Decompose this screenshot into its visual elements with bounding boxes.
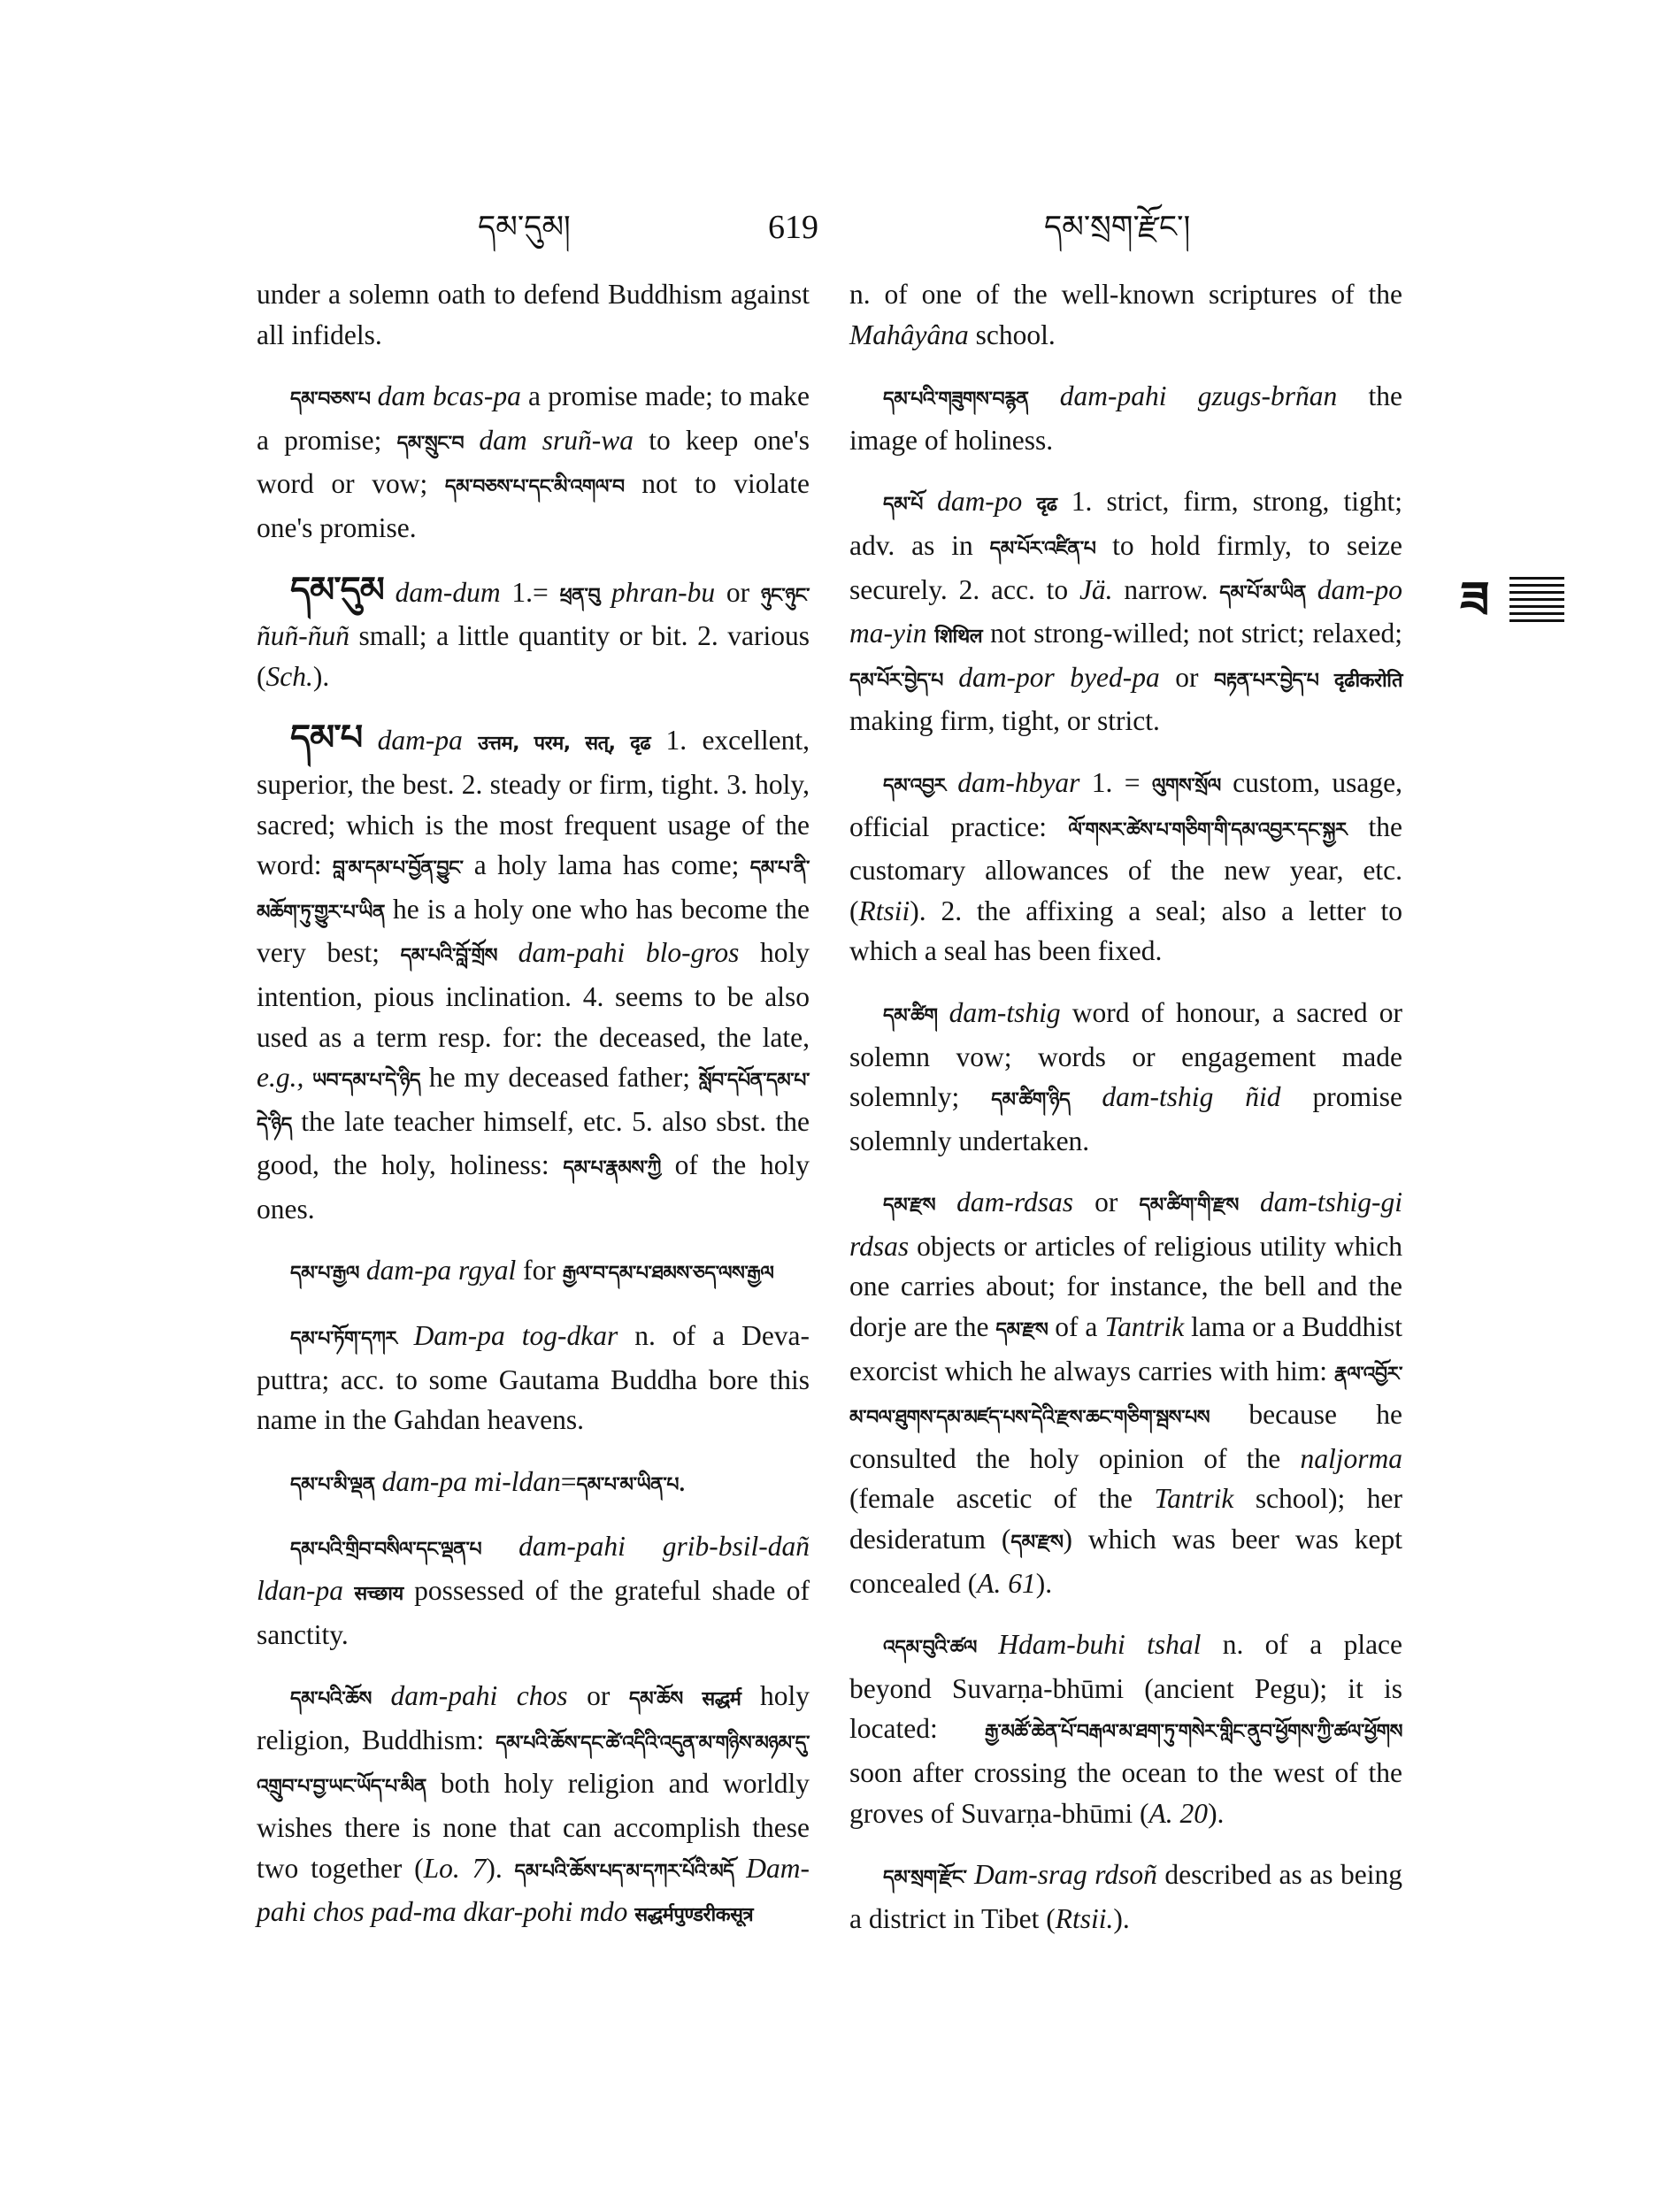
entry-text: word of honour, a sacred or solemn vow; words or engagement made solemnly; xyxy=(849,996,1403,1113)
entry-text: to hold firmly, to seize securely. 2. acc. to xyxy=(849,529,1402,605)
entry-text: a holy lama has come; xyxy=(463,849,750,881)
header-right-headword: དམ་སྲག་རྫོང་། xyxy=(1044,210,1191,245)
transliteration: dam-tshig xyxy=(949,996,1061,1028)
transliteration: Dam-srag rdsoñ xyxy=(973,1859,1157,1891)
entry-dam-tshig xyxy=(849,993,1402,1161)
entry-continuation xyxy=(257,274,810,355)
tibetan-phrase: དམ་སྲུང་བ xyxy=(396,431,465,455)
entry-text: a promise made; to make a promise; xyxy=(257,380,810,456)
entry-text: of the holy ones. xyxy=(257,1149,810,1225)
tibetan-headword: དམ་འབྱར xyxy=(883,773,946,797)
tibetan-headword: དམ་བཅས་པ xyxy=(290,388,371,411)
entry-text: ). xyxy=(312,660,330,692)
transliteration: dam-po ma-yin xyxy=(849,573,1402,649)
entry-text: or xyxy=(567,1680,629,1712)
entry-text: he is a holy one who has become the very best; xyxy=(257,893,810,969)
transliteration: naljorma xyxy=(1300,1442,1402,1474)
tibetan-phrase: དམ་པོར་བྱེད་པ xyxy=(849,668,943,692)
entry-dam-pahi-gzugs-brnan xyxy=(849,376,1402,460)
entry-text: (female ascetic of the xyxy=(849,1483,1155,1515)
transliteration: dam-pa rgyal xyxy=(365,1255,517,1286)
tibetan-phrase: ལོ་གསར་ཚེས་པ་གཅིག་གི་དམ་འབྱར་དང་སྐྱར xyxy=(1068,818,1348,841)
tibetan-headword: དམ་པའི་གཟུགས་བརྙན xyxy=(883,388,1029,411)
transliteration: dam-rdsas xyxy=(956,1187,1074,1218)
tibetan-phrase: དམ་པ་ནི་མཆོག་ཏུ་གྱུར་པ་ཡིན xyxy=(257,856,810,924)
sanskrit-equivalent: सच्छाय xyxy=(354,1583,403,1606)
entry-text: ). 2. the affixing a seal; also a letter to which a seal has been fixed. xyxy=(849,895,1402,967)
sanskrit-equivalent: दृढ xyxy=(1036,494,1057,517)
entry-dam-pahi-chos xyxy=(257,1676,810,1936)
entry-text: to keep one's word or vow; xyxy=(257,424,810,500)
entry-dam-pa xyxy=(257,718,810,1229)
entry-text: 1. strict, firm, strong, tight; adv. as in xyxy=(849,486,1403,561)
entry-text: both holy religion and worldly wishes there is none that can accomplish these two together ( xyxy=(257,1768,810,1884)
tibetan-headword: དམ་སྲག་རྫོང་ xyxy=(883,1866,967,1890)
tibetan-phrase: དམ་རྫས xyxy=(995,1318,1048,1342)
tibetan-headword: དམ་པ་མི་ལྡན xyxy=(290,1472,375,1496)
header-left-headword: དམ་དུམ། xyxy=(478,210,571,245)
entry-text: ). xyxy=(1035,1567,1053,1599)
abbreviation: e.g., xyxy=(257,1062,304,1094)
entry-text: school); her desideratum ( xyxy=(849,1483,1402,1555)
entry-text: of a xyxy=(1048,1311,1105,1343)
transliteration: Tantrik xyxy=(1154,1483,1234,1515)
source-reference: A. 20 xyxy=(1148,1797,1209,1829)
sanskrit-equivalent: शिथिल xyxy=(934,626,983,649)
entry-continuation xyxy=(849,274,1402,355)
entry-text: ). xyxy=(1113,1902,1130,1934)
source-reference: A. 61 xyxy=(977,1567,1036,1599)
tibetan-headword: དམ་པའི་གྲིབ་བསིལ་དང་ལྡན་པ xyxy=(290,1538,482,1562)
entry-text: under a solemn oath to defend Buddhism against all infidels. xyxy=(257,279,810,350)
tibetan-phrase: ཉུང་ཉུང་ xyxy=(760,583,810,607)
transliteration: Tantrik xyxy=(1104,1311,1185,1343)
entry-text: 1.= xyxy=(500,576,560,608)
entry-text: objects or articles of religious utility which one carries about; for instance, the bell and the dorje are the xyxy=(849,1230,1402,1343)
transliteration: dam-dum xyxy=(395,576,501,608)
tibetan-phrase: དམ་ཆོས xyxy=(628,1687,683,1711)
entry-hdam-buhi-tshal xyxy=(849,1624,1402,1833)
sanskrit-equivalent: दृढीकरोति xyxy=(1333,669,1402,692)
page-number: 619 xyxy=(768,209,818,246)
entry-text: or xyxy=(1073,1187,1140,1218)
entry-text: because he consulted the holy opinion of the xyxy=(849,1399,1402,1474)
source-reference: Jä. xyxy=(1079,573,1113,605)
entry-text: = xyxy=(560,1465,577,1497)
entry-text: school. xyxy=(968,319,1056,350)
entry-text: the late teacher himself, etc. 5. also sbst. the good, the holy, holiness: xyxy=(257,1105,810,1181)
tibetan-headword: འདམ་བུའི་ཚལ xyxy=(883,1636,977,1660)
transliteration: dam-tshig-gi rdsas xyxy=(849,1187,1403,1262)
transliteration: dam bcas-pa xyxy=(377,380,521,412)
transliteration: Mahâyâna xyxy=(849,319,969,350)
transliteration: dam-pahi grib-bsil-dañ ldan-pa xyxy=(257,1531,810,1607)
tibetan-phrase: དམ་པོ་མ་ཡིན xyxy=(1219,580,1306,604)
entry-dam-srag-rdson xyxy=(849,1855,1402,1939)
transliteration: ñuñ-ñuñ xyxy=(257,620,349,652)
thumb-index-glyph: ཟ xyxy=(1460,571,1490,629)
tibetan-phrase: དམ་པའི་བློ་གྲོས xyxy=(400,944,498,968)
entry-text: holy intention, pious inclination. 4. seems to be also used as a term resp. for: the deceased, the late, xyxy=(257,937,810,1053)
entry-text: narrow. xyxy=(1112,573,1220,605)
tibetan-headword: དམ་པ་ཏོག་དཀར xyxy=(290,1327,397,1351)
entry-text: n. of one of the well-known scriptures of the xyxy=(849,279,1402,310)
entry-text: ) which was beer was kept concealed ( xyxy=(849,1524,1402,1599)
entry-text: making firm, tight, or strict. xyxy=(849,705,1160,737)
tibetan-headword: དམ་པའི་ཆོས xyxy=(290,1687,372,1711)
right-column xyxy=(849,274,1402,1960)
entry-dam-po xyxy=(849,481,1402,741)
left-column xyxy=(257,274,810,1957)
transliteration: dam-hbyar xyxy=(957,766,1080,798)
entry-dam-pa-rgyal xyxy=(257,1250,810,1294)
entry-dam-hbyar xyxy=(849,763,1402,972)
tibetan-phrase: དམ་ཚིག་ཉིད xyxy=(991,1088,1071,1112)
tibetan-phrase: ཕྲན་བུ xyxy=(559,583,601,607)
entry-text: lama or a Buddhist exorcist which he always carries with him: xyxy=(849,1311,1402,1386)
tibetan-phrase: དམ་པོར་འཛིན་པ xyxy=(989,536,1096,560)
entry-text: or xyxy=(715,576,761,608)
source-reference: Lo. 7 xyxy=(423,1852,487,1884)
entry-text: promise solemnly undertaken. xyxy=(849,1081,1403,1156)
entry-text: described as as being a district in Tibet ( xyxy=(849,1859,1402,1934)
entry-text: the customary allowances of the new year, etc. ( xyxy=(849,810,1402,926)
entry-text: soon after crossing the ocean to the west of the groves of Suvarṇa-bhūmi ( xyxy=(849,1757,1402,1829)
entry-dam-pahi-grib-bsil xyxy=(257,1526,810,1655)
entry-text: n. of a Deva-puttra; acc. to some Gautama Buddha bore this name in the Gahdan heavens. xyxy=(257,1320,810,1436)
transliteration: dam-pahi chos xyxy=(390,1680,568,1712)
entry-dam-rdsas xyxy=(849,1182,1402,1603)
transliteration: Hdam-buhi tshal xyxy=(998,1629,1202,1661)
entry-dam-pa-tog-dkar xyxy=(257,1316,810,1440)
thumb-index-lines xyxy=(1509,577,1564,626)
source-reference: Rtsii xyxy=(858,895,910,926)
entry-text: ). xyxy=(486,1852,515,1884)
entry-text: possessed of the grateful shade of sanctity. xyxy=(257,1575,810,1650)
entry-text: the image of holiness. xyxy=(849,380,1402,456)
tibetan-phrase: དམ་པ་མ་ཡིན་པ. xyxy=(576,1472,686,1496)
tibetan-headword: དམ་པོ xyxy=(883,493,923,517)
entry-text: 1. = xyxy=(1079,766,1152,798)
tibetan-headword: དམ་པ xyxy=(290,717,363,759)
tibetan-phrase: དམ་རྫས xyxy=(1010,1531,1064,1555)
transliteration: dam-pa mi-ldan xyxy=(381,1465,561,1497)
tibetan-phrase: ལུགས་སྲོལ xyxy=(1151,773,1221,797)
entry-text: n. of a place beyond Suvarṇa-bhūmi (ancient Pegu); it is located: xyxy=(849,1629,1403,1745)
entry-text: not to violate one's promise. xyxy=(257,468,810,543)
transliteration: dam-tshig ñid xyxy=(1102,1081,1281,1113)
entry-text: holy religion, Buddhism: xyxy=(257,1680,810,1755)
transliteration: phran-bu xyxy=(611,576,716,608)
tibetan-phrase: བརྟན་པར་བྱེད་པ xyxy=(1214,668,1319,692)
tibetan-headword: དམ་དུམ xyxy=(290,568,384,611)
entry-text: or xyxy=(1159,661,1214,693)
source-reference: Sch. xyxy=(265,660,313,692)
tibetan-phrase: རྒྱ་མཚོ་ཆེན་པོ་བརྒལ་མ་ཐག་ཏུ་གསེར་གླིང་ནུབ་ཕྱོགས་ཀྱི་ཚལ་ཕྱོགས xyxy=(985,1720,1402,1744)
transliteration: dam-pahi gzugs-brñan xyxy=(1059,380,1338,412)
transliteration: Dam-pahi chos pad-ma dkar-pohi mdo xyxy=(257,1852,810,1928)
thumb-index-tab xyxy=(1460,571,1564,629)
tibetan-headword: དམ་རྫས xyxy=(883,1194,936,1217)
transliteration: dam-pa xyxy=(377,725,463,757)
transliteration: Dam-pa tog-dkar xyxy=(413,1320,618,1352)
tibetan-phrase: དམ་པ་རྣམས་ཀྱི xyxy=(563,1156,661,1180)
entry-text: ). xyxy=(1208,1797,1225,1829)
entry-text: for xyxy=(516,1255,563,1286)
entry-text: he my deceased father; xyxy=(420,1062,699,1094)
entry-text: small; a little quantity or bit. 2. various ( xyxy=(257,620,810,692)
tibetan-headword: དམ་པ་རྒྱལ xyxy=(290,1262,359,1286)
tibetan-headword: དམ་ཚིག xyxy=(883,1003,938,1027)
tibetan-phrase: སློབ་དཔོན་དམ་པ་དེ་ཉིད xyxy=(257,1069,810,1136)
transliteration: dam sruñ-wa xyxy=(479,424,634,456)
entry-text: custom, usage, official practice: xyxy=(849,766,1403,842)
tibetan-phrase: རྣལ་འབྱོར་མ་བལ་ཐུགས་དམ་མཛད་པས་དེའི་རྫས་ཆང་གཅིག་སྦས་པས xyxy=(849,1362,1402,1430)
tibetan-phrase: དམ་བཅས་པ་དང་མི་འགལ་བ xyxy=(444,475,625,499)
entry-text: not strong-willed; not strict; relaxed; xyxy=(982,618,1403,649)
source-reference: Rtsii. xyxy=(1055,1902,1114,1934)
transliteration: dam-po xyxy=(937,486,1023,518)
sanskrit-equivalent: उत्तम, परम, सत्, दृढ xyxy=(478,733,651,756)
tibetan-phrase: རྒྱལ་བ་དམ་པ་ཐམས་ཅད་ལས་རྒྱལ xyxy=(562,1262,774,1286)
transliteration: dam-por byed-pa xyxy=(958,661,1160,693)
entry-text: 1. excellent, superior, the best. 2. steady or firm, tight. 3. holy, sacred; which is the most frequent usage of the word: xyxy=(257,725,810,881)
sanskrit-equivalent: सद्धर्मपुण्डरीकसूत्र xyxy=(634,1904,754,1927)
tibetan-phrase: དམ་ཚིག་གི་རྫས xyxy=(1139,1194,1239,1217)
entry-dam-bcas-pa xyxy=(257,376,810,548)
tibetan-phrase: ཡབ་དམ་པ་དེ་ཉིད xyxy=(312,1069,421,1093)
entry-dam-dum xyxy=(257,570,810,697)
tibetan-phrase: དམ་པའི་ཆོས་དང་ཚེ་འདིའི་འདུན་མ་གཉིས་མཉམ་དུ་འགྲུབ་པ་བྱ་ཡང་ཡོད་པ་མིན xyxy=(257,1731,810,1799)
tibetan-phrase: དམ་པའི་ཆོས་པད་མ་དཀར་པོའི་མདོ xyxy=(514,1859,734,1883)
entry-dam-pa-mi-ldan xyxy=(257,1462,810,1506)
tibetan-phrase: བླ་མ་དམ་པ་བྱོན་བྱུང་ xyxy=(332,856,464,880)
transliteration: dam-pahi blo-gros xyxy=(518,937,740,969)
sanskrit-equivalent: सद्धर्म xyxy=(702,1688,741,1711)
